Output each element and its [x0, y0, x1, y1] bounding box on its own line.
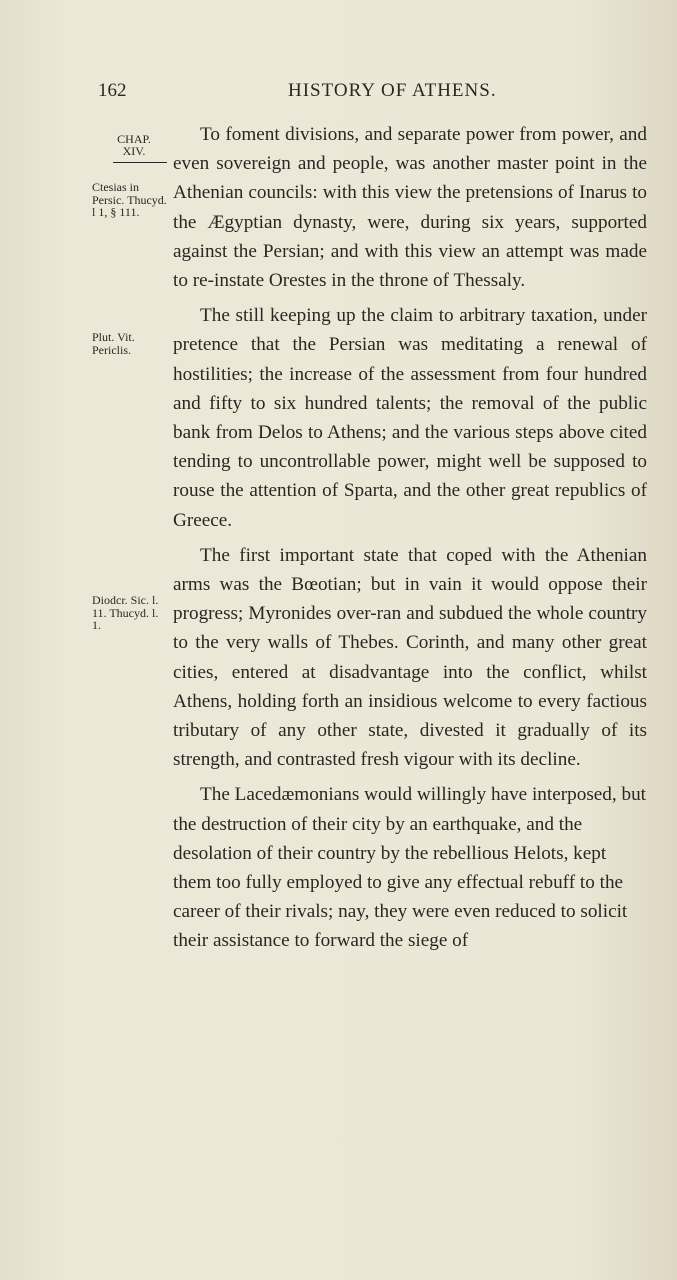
margin-notes [0, 0, 170, 1280]
paragraph-3: The first important state that coped with the Athenian arms was the Bœotian; but in vain it would oppose their progress; Myronides over-ran and subdued the whole country to the very walls of Thebes. Corinth, and many other great cities, entered at disadvantage into the conflict, whilst Athens, holding forth an insidious welcome to every factious tributary of any other state, divested it gradually of its strength, and contrasted fresh vigour with its decline. [173, 544, 647, 771]
margin-note-plutarch: Plut. Vit. Periclis. [92, 330, 135, 357]
chapter-number: XIV. [122, 144, 146, 158]
paragraph-2: The still keeping up the claim to arbitrary taxation, under pretence that the Persian was meditating a renewal of hostilities; the increase of the assessment from four hundred and fifty to six hundred talents; the removal of the public bank from Delos to Athens; and the various steps above cited tending to uncontrollable power, might well be supposed to rouse the attention of Sparta, and the other great republics of Greece. [173, 305, 647, 531]
margin-note-diodorus: Diodcr. Sic. l. 11. Thucyd. l. 1. [92, 593, 159, 632]
main-text [173, 120, 647, 962]
chapter-rule [113, 162, 167, 163]
paragraph-4: The Lacedæmonians would willingly have interposed, but the destruction of their city by an earthquake, and the desolation of their country by the rebellious Helots, kept them too fully employed to give any effectual rebuff to the career of their rivals; nay, they were even reduced to solicit their assistance to forward the siege of [173, 784, 647, 952]
chapter-label [112, 133, 156, 157]
margin-note-ctesias: Ctesias in Persic. Thucyd. l 1, § 111. [92, 180, 167, 219]
paragraph-1: To foment divisions, and separate power from power, and even sovereign and people, was another master point in the Athenian councils: with this view the pretensions of Inarus to the Ægyptian dynasty, were, during six years, supported against the Persian; and with this view an attempt was made to re-instate Orestes in the throne of Thessaly. [173, 124, 647, 292]
running-title: HISTORY OF ATHENS. [288, 80, 497, 101]
chapter-label-text: CHAP. [117, 132, 151, 146]
page-number: 162 [98, 80, 127, 101]
